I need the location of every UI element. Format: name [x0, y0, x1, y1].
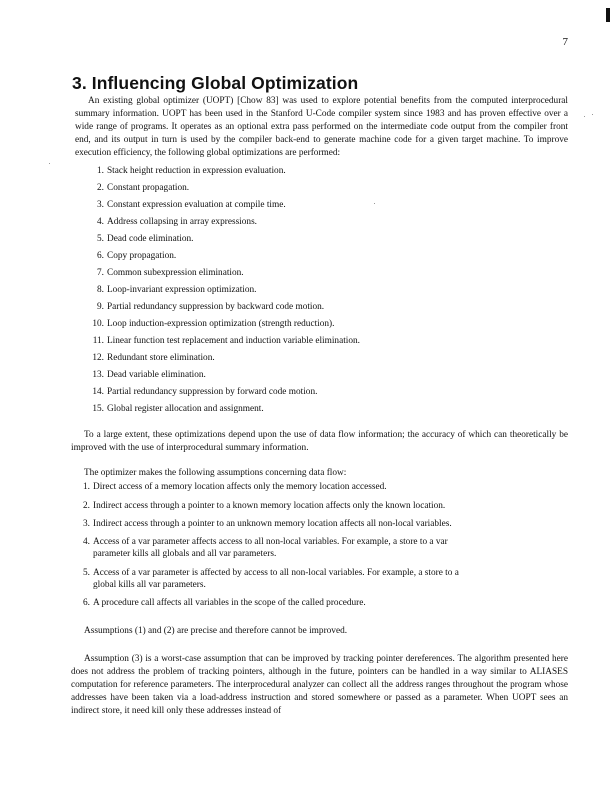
- scan-edge-mark: [606, 8, 610, 22]
- list-item: 1. Direct access of a memory location affects only the memory location accessed.: [83, 482, 387, 492]
- assumptions-intro: The optimizer makes the following assumptions concerning data flow:: [84, 468, 347, 478]
- list-item: 5. Access of a var parameter is affected by access to all non-local variables. For example, a store to a global kills all var parameters.: [83, 568, 459, 590]
- list-item: 6. Copy propagation.: [97, 251, 177, 261]
- list-item: 14. Partial redundancy suppression by forward code motion.: [92, 387, 318, 397]
- list-item: 7. Common subexpression elimination.: [97, 268, 244, 278]
- list-item: 5. Dead code elimination.: [97, 234, 194, 244]
- list-item: 2. Indirect access through a pointer to a known memory location affects only the known location.: [83, 501, 446, 511]
- list-item: 3. Constant expression evaluation at compile time.: [97, 200, 286, 210]
- list-item: 12. Redundant store elimination.: [92, 353, 215, 363]
- pointer-paragraph: Assumption (3) is a worst-case assumption that can be improved by tracking pointer dereferences. The algorithm presented here does not address the problem of tracking pointers, although in the future, pointers can be handled in a way similar to ALIASES computation for reference parameters. The interprocedural analyzer can collect all the address ranges throughout the program whose addresses have been taken via a load-address instruction and stored somewhere or passed as a parameter. When UOPT sees an indirect store, it need kill only these addresses instead of: [71, 654, 568, 716]
- list-item: 9. Partial redundancy suppression by backward code motion.: [97, 302, 325, 312]
- list-item: 1. Stack height reduction in expression evaluation.: [97, 166, 286, 176]
- intro-paragraph: [75, 95, 568, 160]
- page-number: 7: [562, 36, 568, 48]
- precise-paragraph: Assumptions (1) and (2) are precise and therefore cannot be improved.: [84, 626, 348, 636]
- list-item: 6. A procedure call affects all variables in the scope of the called procedure.: [83, 598, 366, 608]
- list-item: 4. Address collapsing in array expressions.: [97, 217, 258, 227]
- list-item: 15. Global register allocation and assignment.: [92, 404, 264, 414]
- list-item: 4. Access of a var parameter affects access to all non-local variables. For example, a store to a var parameter kills all globals and all var parameters.: [83, 537, 448, 559]
- list-item: 13. Dead variable elimination.: [92, 370, 206, 380]
- list-item: 8. Loop-invariant expression optimization.: [97, 285, 257, 295]
- section-title: 3. Influencing Global Optimization: [72, 73, 359, 93]
- scan-speck: [584, 116, 585, 117]
- list-item: 3. Indirect access through a pointer to an unknown memory location affects all non-local variables.: [83, 519, 452, 529]
- list-item: 10. Loop induction-expression optimization (strength reduction).: [92, 319, 335, 329]
- list-item: 11. Linear function test replacement and induction variable elimination.: [92, 336, 360, 346]
- intro-text: An existing global optimizer (UOPT) [Chow 83] was used to explore potential benefits from the computed interprocedural summary information. UOPT has been used in the Stanford U-Code compiler system since 1983 and has proven effective over a wide range of programs. It operates as an optional extra pass performed on the intermediate code output from the compiler front end, and its output in turn is used by the compiler back-end to generate machine code for a given target machine. To improve execution efficiency, the following global optimizations are performed:: [75, 96, 568, 158]
- scan-speck: [49, 163, 50, 164]
- scan-speck: [592, 114, 593, 115]
- dataflow-paragraph: To a large extent, these optimizations depend upon the use of data flow information; the accuracy of which can theoretically be improved with the use of interprocedural summary information.: [71, 430, 568, 453]
- scan-speck: [374, 203, 375, 204]
- list-item: 2. Constant propagation.: [97, 183, 190, 193]
